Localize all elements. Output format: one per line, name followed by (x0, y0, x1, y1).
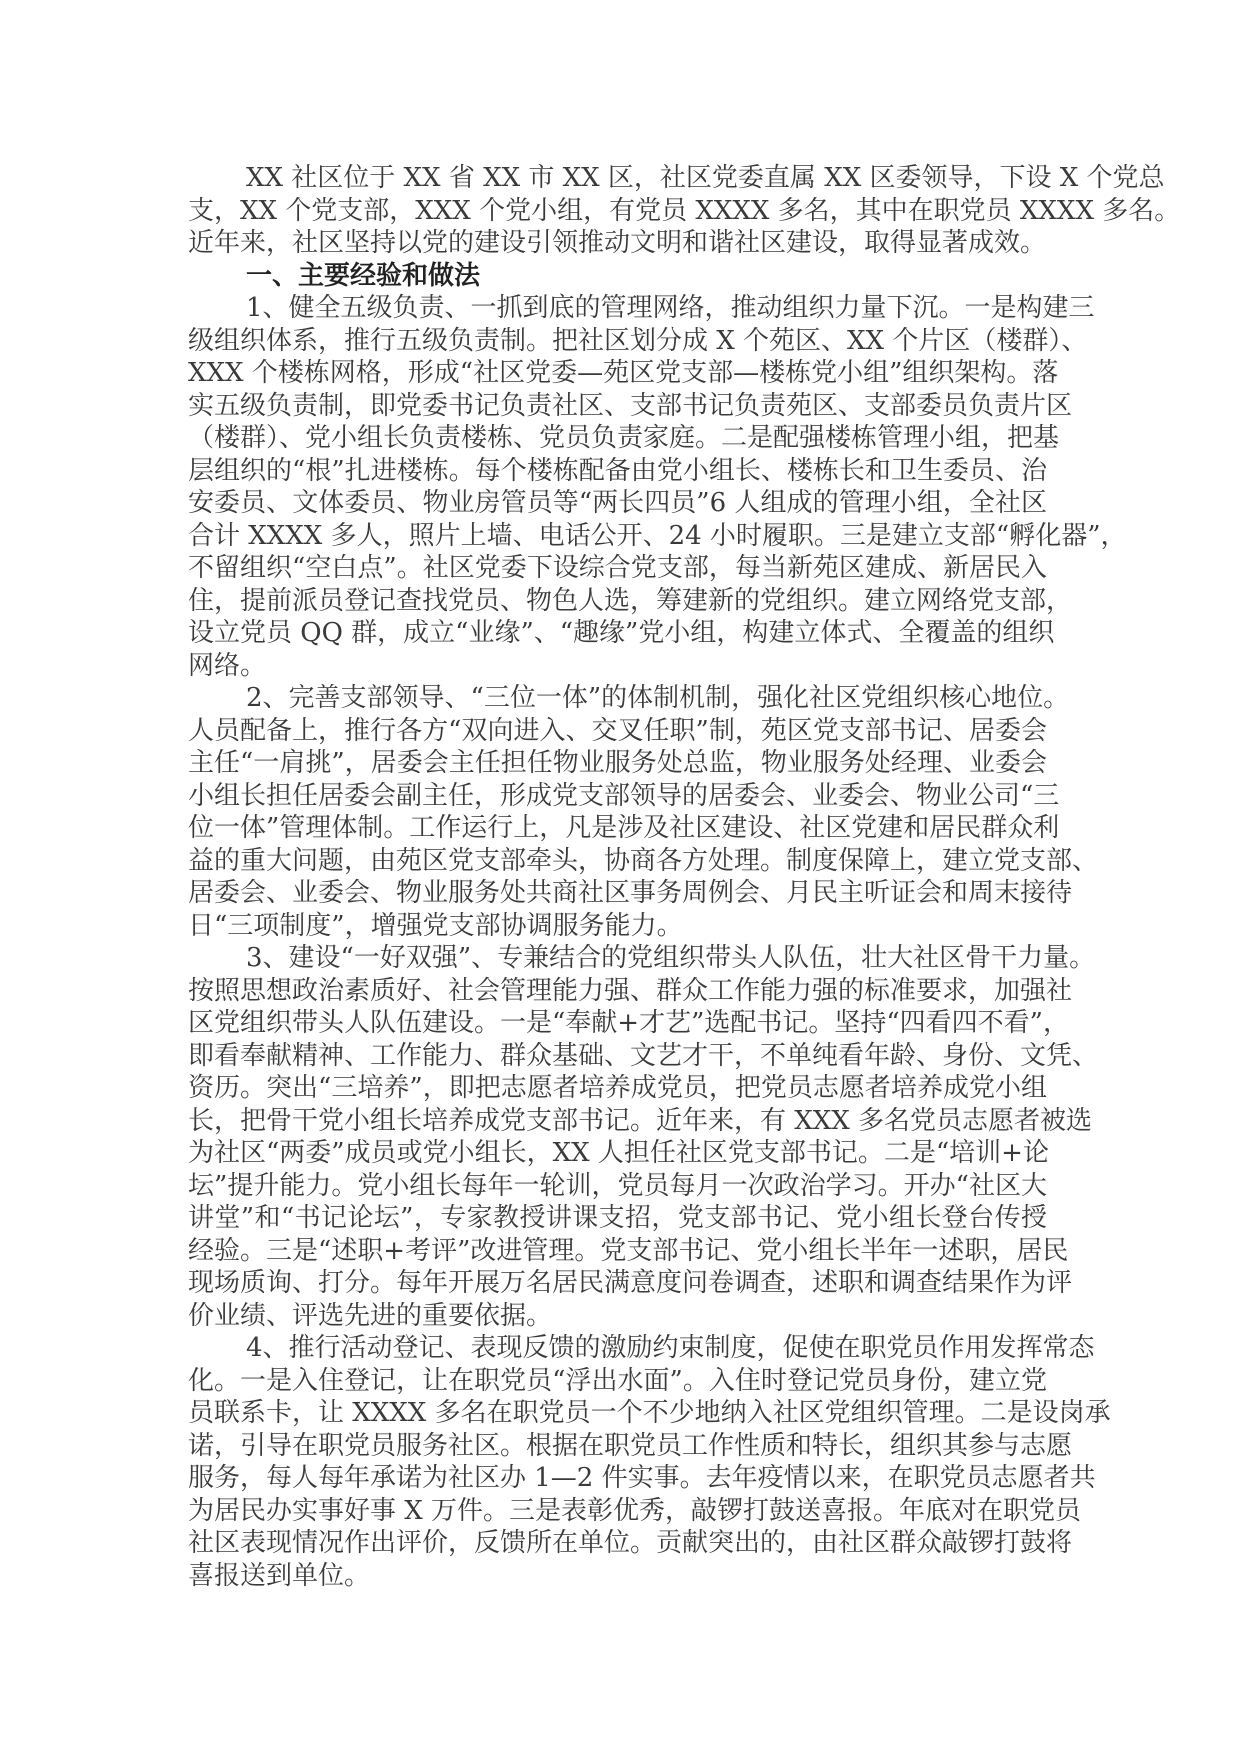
paragraph (188, 682, 1099, 942)
document-body (188, 162, 1181, 1592)
paragraph (188, 162, 1181, 260)
text-line: 主任“一肩挑”，居委会主任担任物业服务处总监，物业服务处经理、业委会 (188, 748, 1047, 778)
text-line: 小组长担任居委会副主任，形成党支部领导的居委会、业委会、物业公司“三 (188, 780, 1060, 811)
text-line: 近年来，社区坚持以党的建设引领推动文明和谐社区建设，取得显著成效。 (188, 228, 1047, 258)
text-line: 讲堂”和“书记论坛”，专家教授讲课支招，党支部书记、党小组长登台传授 (188, 1203, 1047, 1233)
text-line: 合计 XXXX 多人，照片上墙、电话公开、24 小时履职。三是建立支部“孵化器”， (188, 520, 1127, 551)
text-line: 按照思想政治素质好、社会管理能力强、群众工作能力强的标准要求，加强社 (188, 975, 1073, 1006)
text-line: 价业绩、评选先进的重要依据。 (188, 1300, 553, 1331)
text-line: 居委会、业委会、物业服务处共商社区事务周例会、月民主听证会和周末接待 (188, 878, 1073, 908)
text-line: 3、建设“一好双强”、专兼结合的党组织带头人队伍，壮大社区骨干力量。 (246, 943, 1096, 973)
text-line: 经验。三是“述职+考评”改进管理。党支部书记、党小组长半年一述职，居民 (188, 1235, 1069, 1266)
paragraph (188, 292, 1127, 682)
text-line: 人员配备上，推行各方“双向进入、交叉任职”制，苑区党支部书记、居委会 (188, 715, 1047, 746)
text-line: 为社区“两委”成员或党小组长，XX 人担任社区党支部书记。二是“培训+论 (188, 1138, 1049, 1168)
paragraph (188, 1332, 1111, 1592)
text-line: 安委员、文体委员、物业房管员等“两长四员”6 人组成的管理小组，全社区 (188, 488, 1047, 518)
text-line: 长，把骨干党小组长培养成党支部书记。近年来，有 XXX 多名党员志愿者被选 (188, 1105, 1093, 1136)
text-line: 不留组织“空白点”。社区党委下设综合党支部，每当新苑区建成、新居民入 (188, 553, 1047, 583)
text-line: 区党组织带头人队伍建设。一是“奉献+才艺”选配书记。坚持“四看四不看”， (188, 1008, 1069, 1038)
text-line: 现场质询、打分。每年开展万名居民满意度问卷调查，述职和调查结果作为评 (188, 1268, 1073, 1298)
text-line: （楼群）、党小组长负责楼栋、党员负责家庭。二是配强楼栋管理小组，把基 (188, 423, 1060, 453)
text-line: 诺，引导在职党员服务社区。根据在职党员工作性质和特长，组织其参与志愿 (188, 1430, 1073, 1461)
text-line: 实五级负责制，即党委书记负责社区、支部书记负责苑区、支部委员负责片区 (188, 390, 1073, 421)
text-line: 设立党员 QQ 群，成立“业缘”、“趣缘”党小组，构建立体式、全覆盖的组织 (188, 618, 1055, 648)
text-line: 支，XX 个党支部，XXX 个党小组，有党员 XXXX 多名，其中在职党员 XXXX 多名。 (188, 195, 1181, 226)
text-line: 1、健全五级负责、一抓到底的管理网络，推动组织力量下沉。一是构建三 (246, 293, 1095, 323)
paragraph (188, 942, 1099, 1332)
text-line: 级组织体系，推行五级负责制。把社区划分成 X 个苑区、XX 个片区（楼群）、 (188, 325, 1088, 356)
text-line: 化。一是入住登记，让在职党员“浮出水面”。入住时登记党员身份，建立党 (188, 1365, 1047, 1396)
text-line: 2、完善支部领导、“三位一体”的体制机制，强化社区党组织核心地位。 (246, 683, 1070, 713)
text-line: 网络。 (188, 650, 267, 681)
text-line: 益的重大问题，由苑区党支部牵头，协商各方处理。制度保障上，建立党支部、 (188, 845, 1099, 876)
text-line: 住，提前派员登记查找党员、物色人选，筹建新的党组织。建立网络党支部， (188, 585, 1073, 616)
text-line: 喜报送到单位。 (188, 1560, 371, 1591)
text-line: XX 社区位于 XX 省 XX 市 XX 区，社区党委直属 XX 区委领导，下设 X 个党总 (246, 163, 1165, 193)
text-line: 日“三项制度”，增强党支部协调服务能力。 (188, 910, 683, 941)
text-line: 员联系卡，让 XXXX 多名在职党员一个不少地纳入社区党组织管理。二是设岗承 (188, 1398, 1111, 1428)
text-line: 为居民办实事好事 X 万件。三是表彰优秀，敲锣打鼓送喜报。年底对在职党员 (188, 1495, 1082, 1526)
text-line: 即看奉献精神、工作能力、群众基础、文艺才干，不单纯看年龄、身份、文凭、 (188, 1040, 1099, 1071)
text-line: 社区表现情况作出评价，反馈所在单位。贡献突出的，由社区群众敲锣打鼓将 (188, 1528, 1073, 1558)
text-line: 4、推行活动登记、表现反馈的激励约束制度，促使在职党员作用发挥常态 (246, 1333, 1095, 1363)
text-line: 资历。突出“三培养”，即把志愿者培养成党员，把党员志愿者培养成党小组 (188, 1073, 1047, 1103)
text-line: 服务，每人每年承诺为社区办 1—2 件实事。去年疫情以来，在职党员志愿者共 (188, 1463, 1096, 1493)
text-line: 位一体”管理体制。工作运行上，凡是涉及社区建设、社区党建和居民群众利 (188, 813, 1060, 843)
text-line: 层组织的“根”扎进楼栋。每个楼栋配备由党小组长、楼栋长和卫生委员、治 (188, 455, 1047, 486)
text-line: XXX 个楼栋网格，形成“社区党委—苑区党支部—楼栋党小组”组织架构。落 (188, 358, 1059, 388)
section-heading: 一、主要经验和做法 (246, 260, 481, 291)
text-line: 坛”提升能力。党小组长每年一轮训，党员每月一次政治学习。开办“社区大 (188, 1170, 1047, 1201)
